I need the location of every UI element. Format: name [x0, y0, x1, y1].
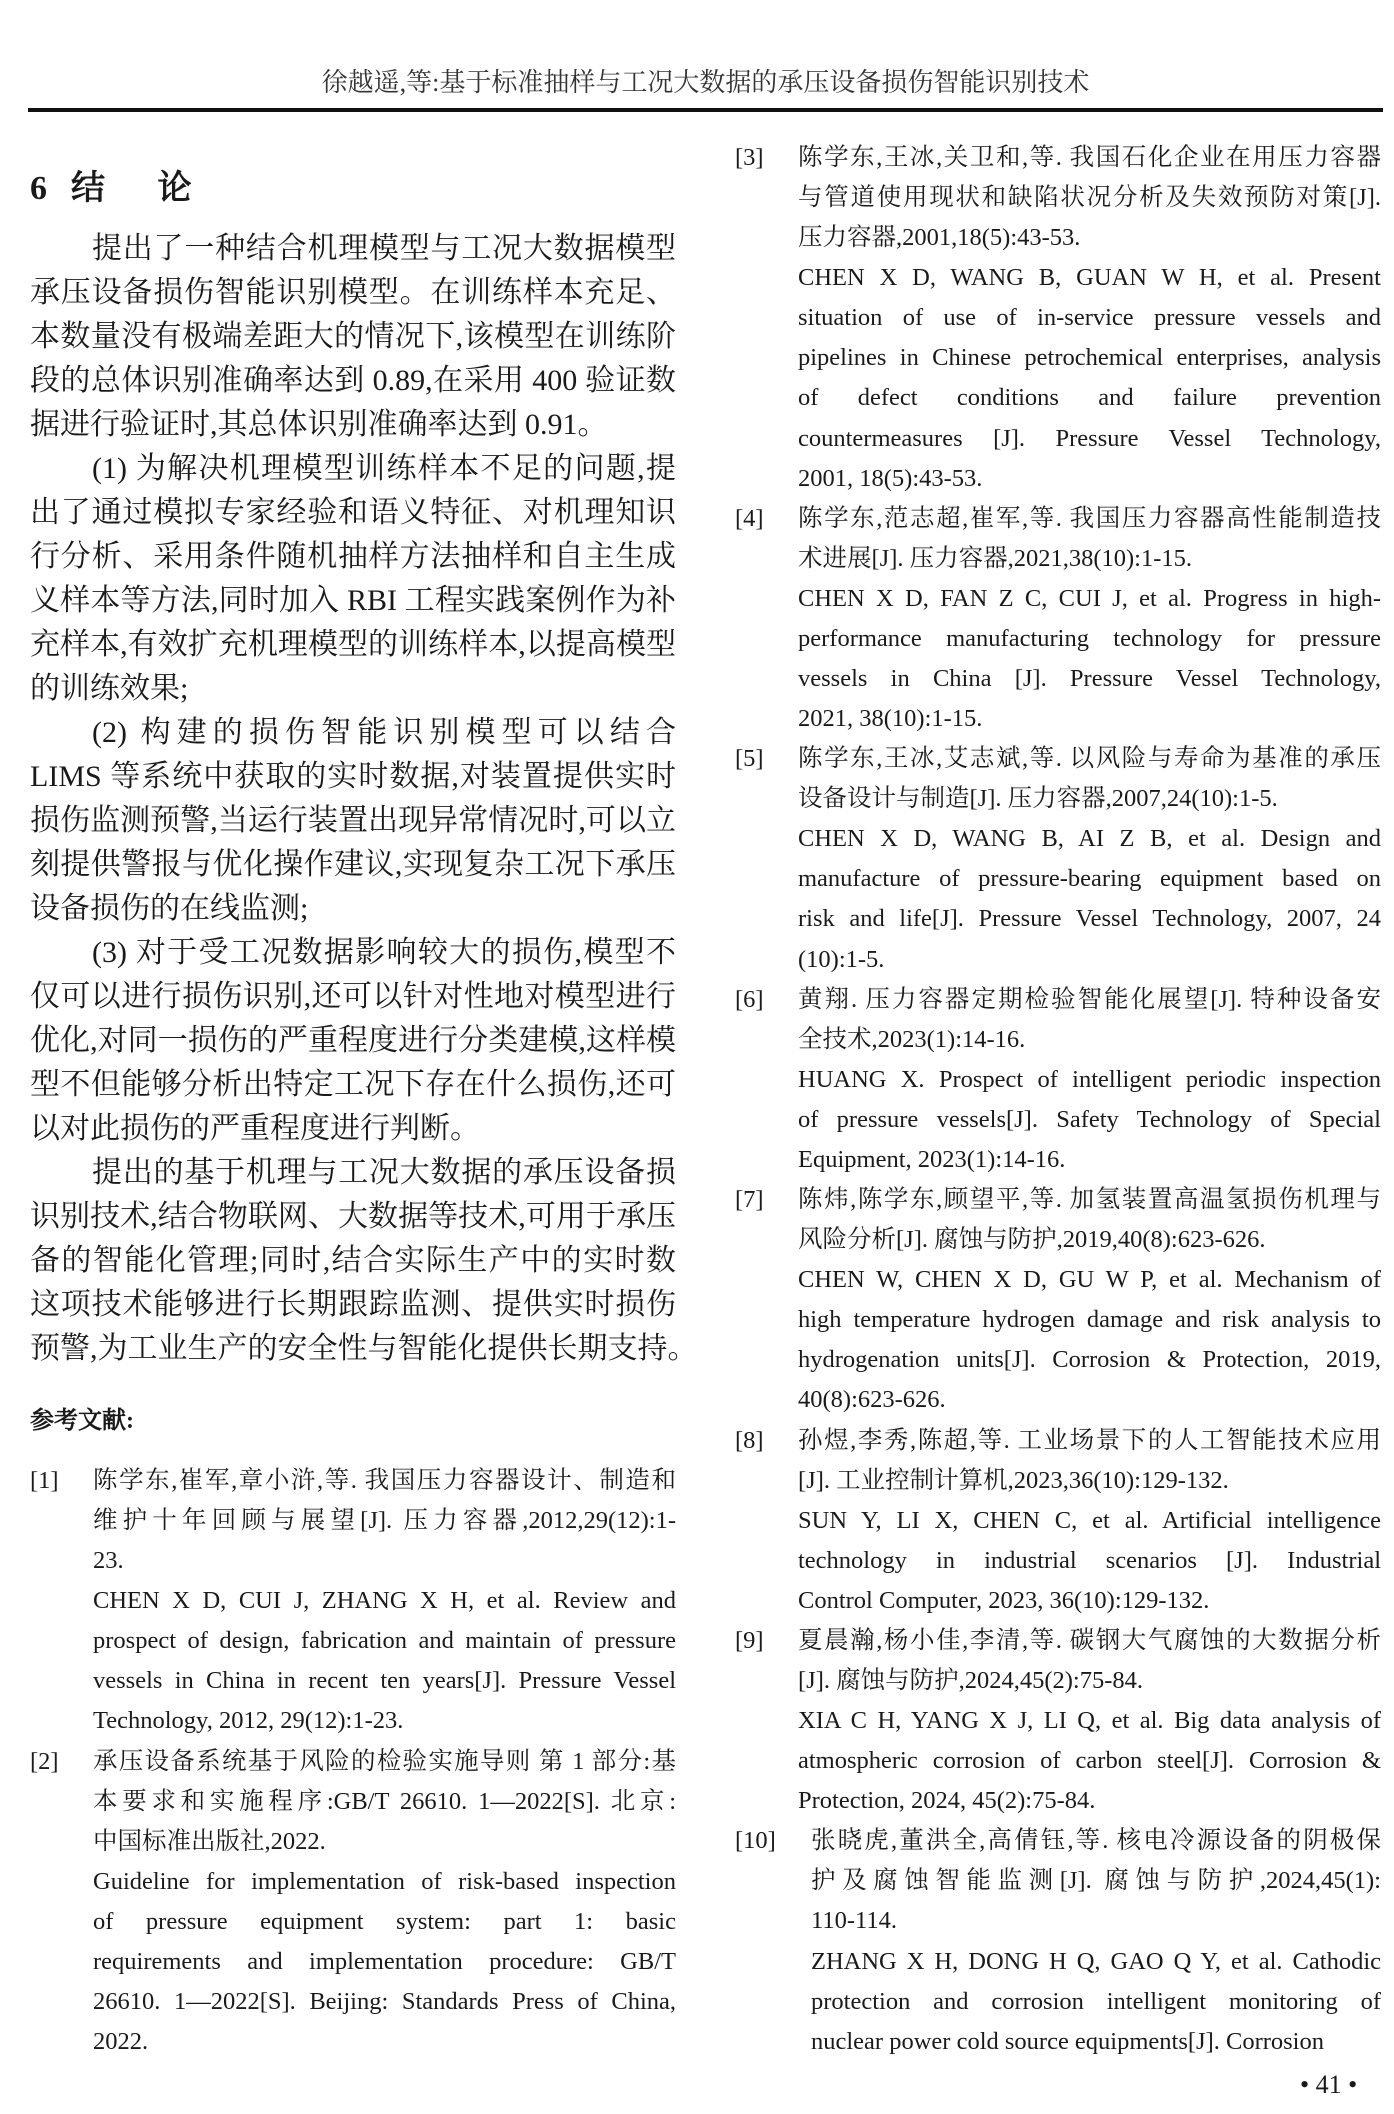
text-line: nuclear power cold source equipments[J]. Corrosion	[811, 2027, 1324, 2055]
reference-text	[798, 1421, 1381, 1621]
text-line: requirements and implementation procedure: GB/T	[93, 1947, 676, 1975]
reference-item	[30, 1742, 676, 2063]
text-line: 本要求和实施程序:GB/T 26610. 1—2022[S]. 北京:	[93, 1787, 676, 1815]
text-line: LIMS 等系统中获取的实时数据,对装置提供实时	[30, 760, 676, 793]
text-line: 型不但能够分析出特定工况下存在什么损伤,还可	[30, 1068, 676, 1101]
text-line: 夏晨瀚,杨小佳,李清,等. 碳钢大气腐蚀的大数据分析	[798, 1626, 1381, 1654]
reference-item	[735, 980, 1381, 1180]
text-line: Control Computer, 2023, 36(10):129-132.	[798, 1586, 1210, 1614]
text-line: 损伤监测预警,当运行装置出现异常情况时,可以立	[30, 804, 676, 837]
references-heading: 参考文献:	[30, 1408, 134, 1434]
text-line: 维护十年回顾与展望[J]. 压力容器,2012,29(12):1-	[93, 1507, 676, 1535]
text-line: 黄翔. 压力容器定期检验智能化展望[J]. 特种设备安	[798, 985, 1381, 1013]
section-heading	[30, 160, 214, 209]
paragraph	[30, 711, 676, 931]
text-line: vessels in China [J]. Pressure Vessel Technology,	[798, 665, 1381, 693]
text-line: 承压设备系统基于风险的检验实施导则 第 1 部分:基	[93, 1747, 676, 1775]
text-line: pipelines in Chinese petrochemical enterprises, analysis	[798, 344, 1381, 372]
text-line: 护及腐蚀智能监测[J]. 腐蚀与防护,2024,45(1):	[811, 1867, 1381, 1895]
text-line: 据进行验证时,其总体识别准确率达到 0.91。	[30, 408, 608, 441]
text-line: (1) 为解决机理模型训练样本不足的问题,提	[92, 452, 676, 485]
text-line: 26610. 1—2022[S]. Beijing: Standards Press of China,	[93, 1988, 676, 2016]
text-line: countermeasures [J]. Pressure Vessel Technology,	[798, 424, 1381, 452]
text-line: 行分析、采用条件随机抽样方法抽样和自主生成	[30, 540, 676, 573]
reference-item	[735, 1621, 1381, 1821]
text-line: 以对此损伤的严重程度进行判断。	[30, 1112, 480, 1145]
text-line: (10):1-5.	[798, 945, 885, 973]
text-line: SUN Y, LI X, CHEN C, et al. Artificial intelligence	[798, 1506, 1381, 1534]
text-line: prospect of design, fabrication and maintain of pressure	[93, 1627, 676, 1655]
text-line: CHEN X D, WANG B, AI Z B, et al. Design and	[798, 825, 1381, 853]
text-line: 刻提供警报与优化操作建议,实现复杂工况下承压	[30, 848, 676, 881]
text-line: HUANG X. Prospect of intelligent periodic inspection	[798, 1065, 1381, 1093]
text-line: 段的总体识别准确率达到 0.89,在采用 400 验证数	[30, 364, 676, 397]
reference-label: [8]	[735, 1426, 764, 1454]
text-line: (2) 构建的损伤智能识别模型可以结合	[92, 716, 676, 749]
text-line: of pressure equipment system: part 1: basic	[93, 1907, 676, 1935]
text-line: 提出了一种结合机理模型与工况大数据模型	[92, 232, 676, 265]
paragraph	[30, 1151, 698, 1371]
text-line: vessels in China in recent ten years[J]. Pressure Vessel	[93, 1667, 676, 1695]
text-line: 张晓虎,董洪全,高倩钰,等. 核电冷源设备的阴极保	[811, 1827, 1381, 1855]
paragraph	[30, 227, 676, 447]
text-line: 2021, 38(10):1-15.	[798, 705, 983, 733]
text-line: 40(8):623-626.	[798, 1386, 946, 1414]
text-line: [J]. 腐蚀与防护,2024,45(2):75-84.	[798, 1666, 1144, 1694]
text-line: Guideline for implementation of risk-based inspection	[93, 1867, 676, 1895]
text-line: 设备设计与制造[J]. 压力容器,2007,24(10):1-5.	[798, 785, 1278, 813]
body-text	[30, 227, 698, 1371]
reference-label: [3]	[735, 144, 764, 171]
reference-text	[798, 739, 1381, 979]
text-line: 义样本等方法,同时加入 RBI 工程实践案例作为补	[30, 584, 676, 617]
text-line: 孙煜,李秀,陈超,等. 工业场景下的人工智能技术应用	[798, 1426, 1381, 1454]
reference-label: [5]	[735, 745, 764, 773]
text-line: situation of use of in-service pressure vessels and	[798, 304, 1381, 332]
page-number: • 41 •	[1300, 2070, 1358, 2099]
text-line: ZHANG X H, DONG H Q, GAO Q Y, et al. Cathodic	[811, 1947, 1381, 1975]
text-line: 提出的基于机理与工况大数据的承压设备损	[92, 1156, 676, 1189]
reference-item	[735, 1180, 1381, 1420]
section-title: 结 论	[71, 170, 214, 207]
reference-item	[735, 138, 1381, 499]
text-line: 术进展[J]. 压力容器,2021,38(10):1-15.	[798, 544, 1193, 572]
reference-label: [1]	[30, 1467, 59, 1494]
text-line: 出了通过模拟专家经验和语义特征、对机理知识	[30, 496, 676, 529]
text-line: 110-114.	[811, 1907, 897, 1935]
text-line: 备的智能化管理;同时,结合实际生产中的实时数	[30, 1244, 676, 1277]
text-line: protection and corrosion intelligent monitoring of	[811, 1987, 1381, 2015]
reference-item	[30, 1461, 676, 1742]
text-line: Equipment, 2023(1):14-16.	[798, 1145, 1066, 1173]
reference-text	[798, 1621, 1381, 1821]
references-right-column	[735, 138, 1381, 2062]
text-line: 压力容器,2001,18(5):43-53.	[798, 224, 1081, 252]
reference-label: [4]	[735, 504, 764, 532]
text-line: of pressure vessels[J]. Safety Technology of Special	[798, 1105, 1381, 1133]
reference-item	[735, 1821, 1381, 2061]
header-rule	[28, 108, 1383, 112]
reference-text	[798, 980, 1381, 1180]
text-line: 陈学东,王冰,关卫和,等. 我国石化企业在用压力容器	[798, 144, 1381, 171]
text-line: 仅可以进行损伤识别,还可以针对性地对模型进行	[30, 980, 676, 1013]
text-line: risk and life[J]. Pressure Vessel Technology, 2007, 24	[798, 905, 1381, 933]
reference-item	[735, 1421, 1381, 1621]
text-line: 与管道使用现状和缺陷状况分析及失效预防对策[J].	[798, 184, 1381, 212]
text-line: 2001, 18(5):43-53.	[798, 464, 983, 492]
text-line: 风险分析[J]. 腐蚀与防护,2019,40(8):623-626.	[798, 1226, 1266, 1254]
text-line: of defect conditions and failure prevention	[798, 384, 1381, 412]
reference-text	[811, 1821, 1381, 2061]
text-line: 陈学东,王冰,艾志斌,等. 以风险与寿命为基准的承压	[798, 745, 1381, 773]
reference-item	[735, 499, 1381, 739]
text-line: XIA C H, YANG X J, LI Q, et al. Big data analysis of	[798, 1707, 1381, 1735]
text-line: 的训练效果;	[30, 672, 189, 705]
text-line: 23.	[93, 1547, 124, 1575]
reference-label: [10]	[735, 1827, 776, 1855]
reference-label: [7]	[735, 1186, 764, 1214]
text-line: 承压设备损伤智能识别模型。在训练样本充足、	[30, 276, 676, 309]
text-line: 设备损伤的在线监测;	[30, 892, 309, 925]
text-line: 预警,为工业生产的安全性与智能化提供长期支持。	[30, 1332, 698, 1365]
reference-text	[798, 499, 1381, 739]
text-line: performance manufacturing technology for pressure	[798, 624, 1381, 652]
paragraph	[30, 931, 676, 1151]
text-line: 陈炜,陈学东,顾望平,等. 加氢装置高温氢损伤机理与	[798, 1186, 1381, 1214]
reference-text	[798, 138, 1381, 499]
reference-label: [6]	[735, 985, 764, 1013]
reference-text	[93, 1742, 676, 2063]
reference-text	[93, 1461, 676, 1742]
text-line: CHEN X D, WANG B, GUAN W H, et al. Present	[798, 264, 1381, 292]
text-line: high temperature hydrogen damage and risk analysis to	[798, 1306, 1381, 1334]
reference-label: [9]	[735, 1626, 764, 1654]
text-line: CHEN X D, CUI J, ZHANG X H, et al. Review and	[93, 1587, 676, 1615]
text-line: 识别技术,结合物联网、大数据等技术,可用于承压	[30, 1200, 676, 1233]
text-line: 全技术,2023(1):14-16.	[798, 1025, 1026, 1053]
text-line: 本数量没有极端差距大的情况下,该模型在训练阶	[30, 320, 676, 353]
text-line: Protection, 2024, 45(2):75-84.	[798, 1787, 1096, 1815]
reference-text	[798, 1180, 1381, 1420]
text-line: [J]. 工业控制计算机,2023,36(10):129-132.	[798, 1466, 1229, 1494]
reference-item	[735, 739, 1381, 979]
paragraph	[30, 447, 676, 711]
text-line: 中国标准出版社,2022.	[93, 1827, 326, 1855]
text-line: 充样本,有效扩充机理模型的训练样本,以提高模型	[30, 628, 676, 661]
text-line: atmospheric corrosion of carbon steel[J]. Corrosion &	[798, 1747, 1381, 1775]
text-line: (3) 对于受工况数据影响较大的损伤,模型不	[92, 936, 676, 969]
text-line: 这项技术能够进行长期跟踪监测、提供实时损伤	[30, 1288, 676, 1321]
text-line: Technology, 2012, 29(12):1-23.	[93, 1707, 404, 1735]
text-line: 陈学东,崔军,章小浒,等. 我国压力容器设计、制造和	[93, 1467, 676, 1494]
references-left-column	[30, 1461, 676, 2062]
text-line: hydrogenation units[J]. Corrosion & Protection, 2019,	[798, 1346, 1381, 1374]
text-line: 陈学东,范志超,崔军,等. 我国压力容器高性能制造技	[798, 504, 1381, 532]
reference-label: [2]	[30, 1747, 59, 1775]
text-line: CHEN X D, FAN Z C, CUI J, et al. Progress in high-	[798, 584, 1381, 612]
text-line: 优化,对同一损伤的严重程度进行分类建模,这样模	[30, 1024, 676, 1057]
text-line: technology in industrial scenarios [J]. Industrial	[798, 1546, 1381, 1574]
text-line: CHEN W, CHEN X D, GU W P, et al. Mechanism of	[798, 1266, 1381, 1294]
running-head: 徐越遥,等:基于标准抽样与工况大数据的承压设备损伤智能识别技术	[321, 68, 1090, 97]
section-number: 6	[30, 170, 49, 207]
text-line: 2022.	[93, 2028, 149, 2056]
text-line: manufacture of pressure-bearing equipment based on	[798, 865, 1381, 893]
